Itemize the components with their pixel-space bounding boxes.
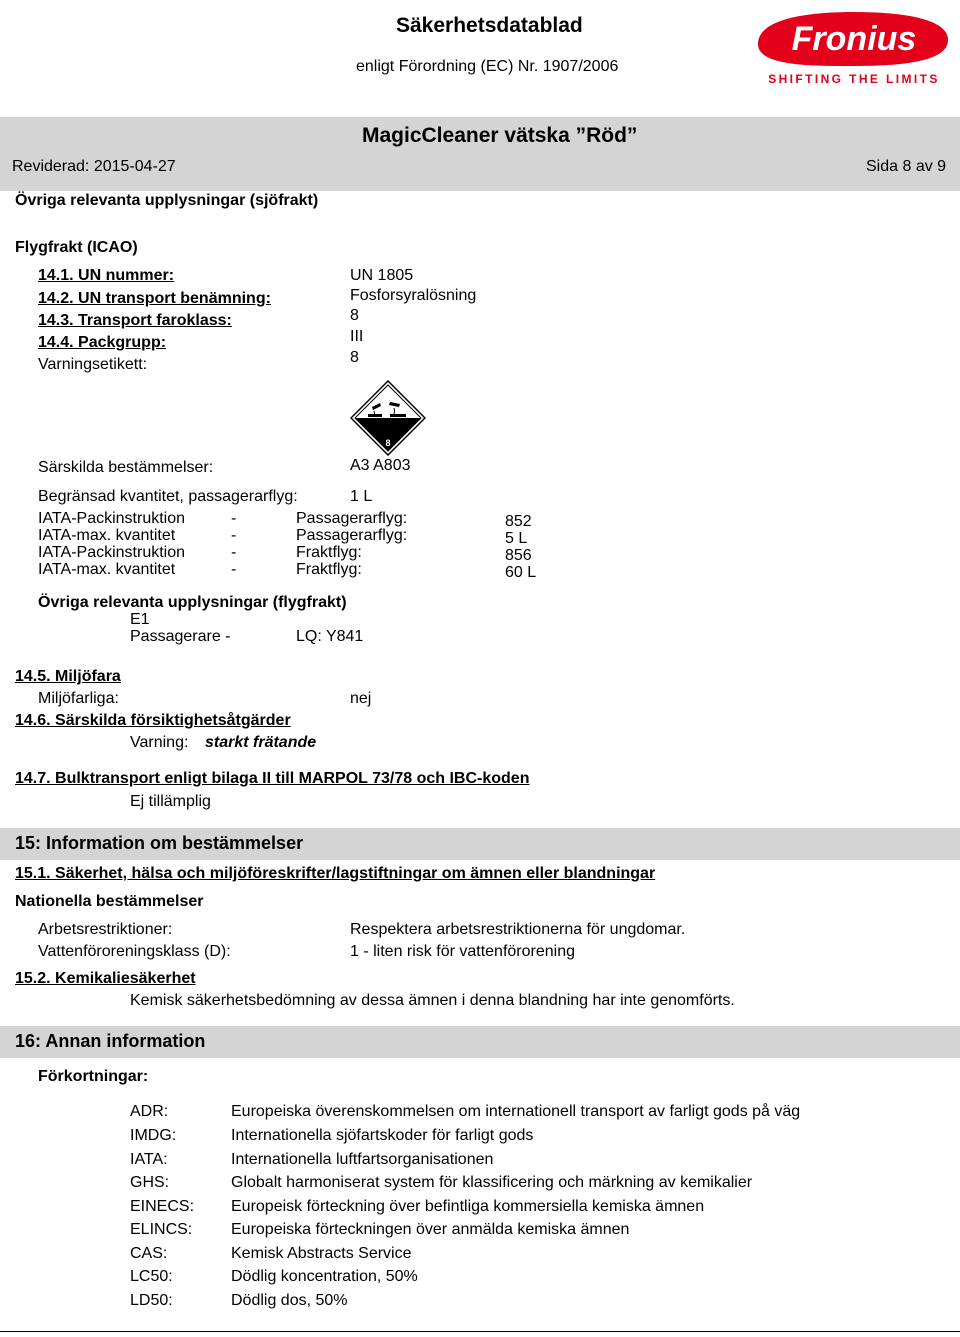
section-15-title: 15: Information om bestämmelser	[15, 833, 304, 853]
iata-row-name: IATA-Packinstruktion	[38, 544, 186, 561]
bulk-transport-value: Ej tillämplig	[130, 793, 211, 810]
section-16-title: 16: Annan information	[15, 1031, 206, 1051]
precautions-label: Varning:	[130, 734, 189, 751]
iata-row-name: IATA-max. kvantitet	[38, 527, 176, 544]
hazard-class-label: 14.3. Transport faroklass:	[38, 312, 232, 329]
abbreviation-text: Europeiska förteckningen över anmälda kemiska ämnen	[231, 1221, 630, 1238]
abbreviation-key: LD50:	[130, 1292, 173, 1309]
logo-graphic	[750, 6, 955, 86]
iata-row-dash: -	[231, 561, 237, 578]
air-other-passenger: Passagerare -	[130, 628, 231, 645]
air-other-heading: Övriga relevanta upplysningar (flygfrakt)	[38, 594, 347, 611]
hazard-class-value: 8	[350, 307, 359, 324]
work-restrictions-label: Arbetsrestriktioner:	[38, 921, 173, 938]
precautions-heading: 14.6. Särskilda försiktighetsåtgärder	[15, 712, 291, 729]
air-other-code: E1	[130, 611, 150, 628]
air-other-lq: LQ: Y841	[296, 628, 364, 645]
iata-row-type: Fraktflyg:	[296, 544, 362, 561]
abbreviation-key: IATA:	[130, 1151, 168, 1168]
abbreviation-key: CAS:	[130, 1245, 168, 1262]
abbreviation-text: Europeisk förteckning över befintliga kommersiella kemiska ämnen	[231, 1198, 705, 1215]
iata-row-value: 5 L	[505, 530, 528, 547]
env-hazard-label: Miljöfarliga:	[38, 690, 119, 707]
iata-row-name: IATA-max. kvantitet	[38, 561, 176, 578]
water-hazard-class-value: 1 - liten risk för vattenförorening	[350, 943, 575, 960]
abbreviation-key: ELINCS:	[130, 1221, 193, 1238]
iata-row-type: Passagerarflyg:	[296, 510, 408, 527]
iata-row-dash: -	[231, 527, 237, 544]
sea-heading: Övriga relevanta upplysningar (sjöfrakt)	[15, 192, 319, 209]
corrosive-hazard-icon	[350, 380, 426, 456]
un-number-label: 14.1. UN nummer:	[38, 267, 175, 284]
water-hazard-class-label: Vattenföroreningsklass (D):	[38, 943, 231, 960]
logo-tagline: SHIFTING THE LIMITS	[768, 72, 940, 86]
logo-wordmark: Fronius	[791, 20, 917, 58]
precautions-value: starkt frätande	[205, 734, 317, 751]
abbreviations-heading: Förkortningar:	[38, 1068, 149, 1085]
limited-quantity-label: Begränsad kvantitet, passagerarflyg:	[38, 488, 298, 505]
iata-row-type: Passagerarflyg:	[296, 527, 408, 544]
abbreviation-key: IMDG:	[130, 1127, 177, 1144]
iata-row-name: IATA-Packinstruktion	[38, 510, 186, 527]
section-15-1-heading: 15.1. Säkerhet, hälsa och miljöföreskrifter/lagstiftningar om ämnen eller blandningar	[15, 865, 656, 882]
hazard-class-number: 8	[385, 438, 391, 448]
packing-group-label: 14.4. Packgrupp:	[38, 334, 167, 351]
special-provisions-value: A3 A803	[350, 457, 411, 474]
abbreviation-text: Europeiska överenskommelsen om internationell transport av farligt gods på väg	[231, 1103, 801, 1120]
iata-row-dash: -	[231, 510, 237, 527]
section-15-header	[0, 828, 960, 860]
work-restrictions-value: Respektera arbetsrestriktionerna för ungdomar.	[350, 921, 686, 938]
page-number: Sida 8 av 9	[866, 158, 947, 175]
footer-rule	[0, 1331, 960, 1332]
fronius-logo	[750, 6, 955, 86]
section-15-2-heading: 15.2. Kemikaliesäkerhet	[15, 970, 196, 987]
abbreviation-text: Globalt harmoniserat system för klassificering och märkning av kemikalier	[231, 1174, 753, 1191]
special-provisions-label: Särskilda bestämmelser:	[38, 459, 214, 476]
air-heading: Flygfrakt (ICAO)	[15, 239, 138, 256]
national-regulations-heading: Nationella bestämmelser	[15, 893, 204, 910]
abbreviation-key: GHS:	[130, 1174, 170, 1191]
section-16-header	[0, 1026, 960, 1058]
iata-row-type: Fraktflyg:	[296, 561, 362, 578]
regulation-subtitle: enligt Förordning (EC) Nr. 1907/2006	[356, 58, 619, 75]
abbreviation-key: ADR:	[130, 1103, 169, 1120]
env-hazard-heading: 14.5. Miljöfara	[15, 668, 121, 685]
abbreviation-text: Kemisk Abstracts Service	[231, 1245, 412, 1262]
iata-row-value: 856	[505, 547, 532, 564]
abbreviation-text: Internationella sjöfartskoder för farligt gods	[231, 1127, 534, 1144]
abbreviation-text: Dödlig dos, 50%	[231, 1292, 348, 1309]
packing-group-value: III	[350, 328, 364, 345]
chemical-safety-text: Kemisk säkerhetsbedömning av dessa ämnen i denna blandning har inte genomförts.	[130, 992, 735, 1009]
abbreviation-text: Dödlig koncentration, 50%	[231, 1268, 418, 1285]
transport-name-value: Fosforsyralösning	[350, 287, 477, 304]
warning-label-value: 8	[350, 349, 359, 366]
abbreviation-key: EINECS:	[130, 1198, 195, 1215]
iata-row-value: 60 L	[505, 564, 537, 581]
iata-row-value: 852	[505, 513, 532, 530]
bulk-transport-heading: 14.7. Bulktransport enligt bilaga II till MARPOL 73/78 och IBC-koden	[15, 770, 530, 787]
warning-label-label: Varningsetikett:	[38, 356, 148, 373]
revision-date: Reviderad: 2015-04-27	[12, 158, 176, 175]
document-title: Säkerhetsdatablad	[396, 14, 583, 37]
transport-name-label: 14.2. UN transport benämning:	[38, 290, 271, 307]
env-hazard-value: nej	[350, 690, 372, 707]
iata-row-dash: -	[231, 544, 237, 561]
product-name: MagicCleaner vätska ”Röd”	[362, 124, 638, 147]
limited-quantity-value: 1 L	[350, 488, 373, 505]
un-number-value: UN 1805	[350, 267, 414, 284]
abbreviation-text: Internationella luftfartsorganisationen	[231, 1151, 494, 1168]
abbreviation-key: LC50:	[130, 1268, 173, 1285]
